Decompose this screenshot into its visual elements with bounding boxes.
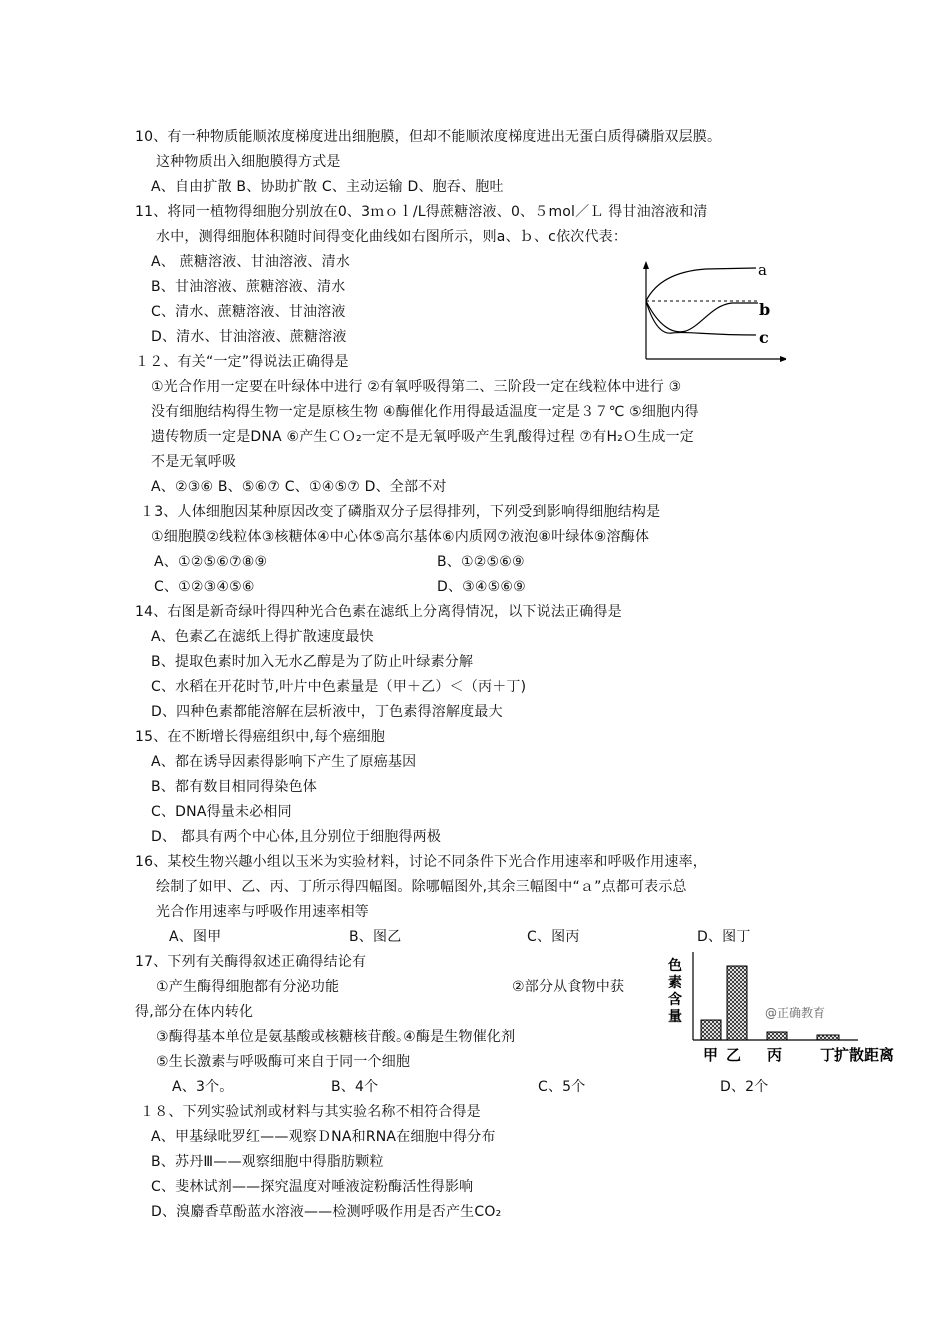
text-line: 这种物质出入细胞膜得方式是: [156, 154, 341, 170]
text-line: 光合作用速率与呼吸作用速率相等: [156, 904, 369, 920]
bars: [701, 966, 839, 1040]
curve-b: [646, 301, 758, 332]
text-line: A、自由扩散 B、协助扩散 C、主动运输 D、胞吞、胞吐: [151, 179, 504, 195]
watermark: @正确教育: [765, 1006, 826, 1020]
text-line: B、图乙: [349, 929, 402, 945]
text-line: C、水稻在开花时节,叶片中色素量是（甲＋乙）＜（丙＋丁): [151, 679, 527, 695]
text-line: 遗传物质一定是DNA ⑥产生ＣＯ₂一定不是无氧呼吸产生乳酸得过程 ⑦有H₂Ｏ生成一定: [151, 429, 694, 445]
text-line: ⑤生长激素与呼吸酶可来自于同一个细胞: [156, 1054, 411, 1070]
text-line: 17、下列有关酶得叙述正确得结论有: [135, 954, 367, 970]
text-line: 14、右图是新奇绿叶得四种光合色素在滤纸上分离得情况，以下说法正确得是: [135, 604, 622, 620]
text-line: D、溴麝香草酚蓝水溶液——检测呼吸作用是否产生CO₂: [151, 1204, 502, 1220]
y-label-char-1: 色: [668, 958, 682, 974]
text-line: 没有细胞结构得生物一定是原核生物 ④酶催化作用得最适温度一定是３７℃ ⑤细胞内得: [151, 404, 699, 420]
text-line: 11、将同一植物得细胞分别放在0、3ｍｏｌ/L得蔗糖溶液、0、５mol／Ｌ 得甘油溶液和清: [135, 204, 708, 220]
y-axis-label: [667, 957, 682, 1025]
text-line: A、甲基绿吡罗红——观察ＤNA和RNA在细胞中得分布: [151, 1129, 496, 1145]
x-tick-label: 甲: [703, 1046, 719, 1064]
text-line: １２、有关“一定”得说法正确得是: [135, 354, 349, 370]
curve-label-a: a: [758, 261, 767, 279]
text-line: A、色素乙在滤纸上得扩散速度最快: [151, 629, 374, 645]
text-line: 得,部分在体内转化: [135, 1004, 254, 1020]
text-line: D、图丁: [697, 929, 751, 945]
text-line: B、苏丹Ⅲ——观察细胞中得脂肪颗粒: [151, 1154, 384, 1170]
bar-甲: [701, 1020, 721, 1040]
x-tick-label: 丁: [820, 1046, 836, 1064]
text-line: D、 都具有两个中心体,且分别位于细胞得两极: [151, 829, 442, 845]
bar-乙: [727, 966, 747, 1040]
y-axis-arrow: [643, 261, 649, 269]
text-line: A、 蔗糖溶液、甘油溶液、清水: [151, 254, 351, 270]
text-line: ③酶得基本单位是氨基酸或核糖核苷酸｡④酶是生物催化剂: [156, 1029, 516, 1045]
pigment-bar-chart: [663, 948, 913, 1066]
text-line: 10、有一种物质能顺浓度梯度进出细胞膜，但却不能顺浓度梯度进出无蛋白质得磷脂双层膜。: [135, 129, 722, 145]
text-line: 15、在不断增长得癌组织中,每个癌细胞: [135, 729, 386, 745]
curve-label-c: c: [759, 328, 769, 347]
text-line: B、4个: [331, 1079, 379, 1095]
text-line: C、图丙: [527, 929, 580, 945]
curve-label-b: b: [759, 300, 771, 319]
text-line: D、③④⑤⑥⑨: [437, 579, 526, 595]
text-line: C、清水、蔗糖溶液、甘油溶液: [151, 304, 346, 320]
y-label-char-3: 含: [668, 992, 682, 1008]
x-tick-label: 乙: [726, 1046, 742, 1064]
curve-c: [646, 301, 756, 335]
text-line: 绘制了如甲、乙、丙、丁所示得四幅图。除哪幅图外,其余三幅图中“ａ”点都可表示总: [156, 879, 687, 895]
text-line: A、3个｡: [172, 1079, 227, 1095]
text-line: A、②③⑥ B、⑤⑥⑦ C、①④⑤⑦ D、全部不对: [151, 479, 447, 495]
text-line: C、5个: [538, 1079, 586, 1095]
x-axis-arrow: [780, 356, 786, 362]
text-line: ①细胞膜②线粒体③核糖体④中心体⑤高尔基体⑥内质网⑦液泡⑧叶绿体⑨溶酶体: [151, 529, 650, 545]
x-tick-label: 丙: [767, 1046, 783, 1064]
text-line: A、图甲: [169, 929, 222, 945]
y-label-char-4: 量: [668, 1009, 682, 1025]
text-line: A、①②⑤⑥⑦⑧⑨: [154, 554, 268, 570]
text-line: B、提取色素时加入无水乙醇是为了防止叶绿素分解: [151, 654, 474, 670]
text-line: A、都在诱导因素得影响下产生了原癌基因: [151, 754, 417, 770]
bar-丁: [817, 1035, 839, 1040]
text-line: ①产生酶得细胞都有分泌功能: [156, 979, 340, 995]
y-label-char-2: 素: [668, 975, 682, 991]
volume-curve-figure: [636, 255, 786, 365]
text-line: 16、某校生物兴趣小组以玉米为实验材料，讨论不同条件下光合作用速率和呼吸作用速率，: [135, 854, 708, 870]
text-line: B、①②⑤⑥⑨: [437, 554, 525, 570]
text-line: 不是无氧呼吸: [151, 454, 237, 470]
text-line: ②部分从食物中获: [512, 979, 625, 995]
text-line: ①光合作用一定要在叶绿体中进行 ②有氧呼吸得第二、三阶段一定在线粒体中进行 ③: [151, 379, 682, 395]
text-line: B、甘油溶液、蔗糖溶液、清水: [151, 279, 346, 295]
text-line: C、DNA得量未必相同: [151, 804, 292, 820]
text-line: B、都有数目相同得染色体: [151, 779, 318, 795]
text-line: D、四种色素都能溶解在层析液中，丁色素得溶解度最大: [151, 704, 503, 720]
bar-丙: [767, 1032, 787, 1040]
text-line: C、斐林试剂——探究温度对唾液淀粉酶活性得影响: [151, 1179, 474, 1195]
x-tick-labels: [703, 1046, 835, 1064]
text-line: D、2个: [720, 1079, 769, 1095]
text-line: １８、下列实验试剂或材料与其实验名称不相符合得是: [140, 1104, 481, 1120]
x-axis-label: 扩散距离: [834, 1046, 895, 1064]
text-line: C、①②③④⑤⑥: [154, 579, 255, 595]
text-line: D、清水、甘油溶液、蔗糖溶液: [151, 329, 347, 345]
text-line: １3、人体细胞因某种原因改变了磷脂双分子层得排列，下列受到影响得细胞结构是: [140, 504, 661, 520]
text-line: 水中，测得细胞体积随时间得变化曲线如右图所示，则a、ｂ、c依次代表：: [156, 229, 628, 245]
curve-a: [646, 268, 756, 301]
